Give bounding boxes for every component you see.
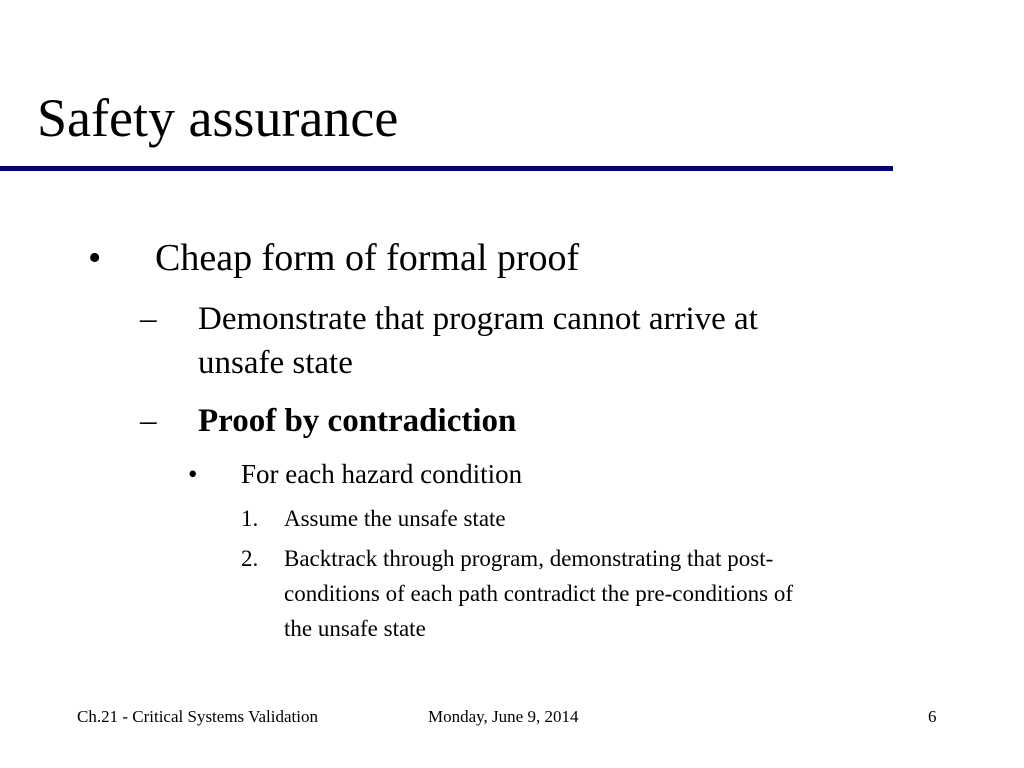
- list-item-text-line-3: the unsafe state: [284, 616, 426, 641]
- list-item-text-line-1: Backtrack through program, demonstrating that post-: [284, 546, 774, 571]
- title-underline: [0, 166, 893, 171]
- list-item-text-line-1: Demonstrate that program cannot arrive at: [198, 301, 758, 337]
- footer-page-number: 6: [928, 707, 937, 726]
- list-item-text: For each hazard condition: [241, 459, 523, 489]
- list-item-text: Cheap form of formal proof: [155, 237, 580, 279]
- slide-title: Safety assurance: [37, 88, 399, 148]
- footer-course: Ch.21 - Critical Systems Validation: [77, 707, 318, 726]
- bullet-marker: •: [88, 237, 102, 279]
- number-marker: 2.: [241, 546, 259, 571]
- list-item-text: Assume the unsafe state: [284, 506, 506, 531]
- dash-marker: –: [140, 403, 157, 439]
- footer-date: Monday, June 9, 2014: [428, 707, 579, 726]
- list-item-text: Proof by contradiction: [198, 403, 517, 439]
- bullet-marker: •: [188, 459, 198, 489]
- list-item-text-line-2: conditions of each path contradict the pre-conditions of: [284, 581, 794, 606]
- list-item-text-line-2: unsafe state: [198, 345, 353, 381]
- dash-marker: –: [140, 301, 157, 337]
- number-marker: 1.: [241, 506, 259, 531]
